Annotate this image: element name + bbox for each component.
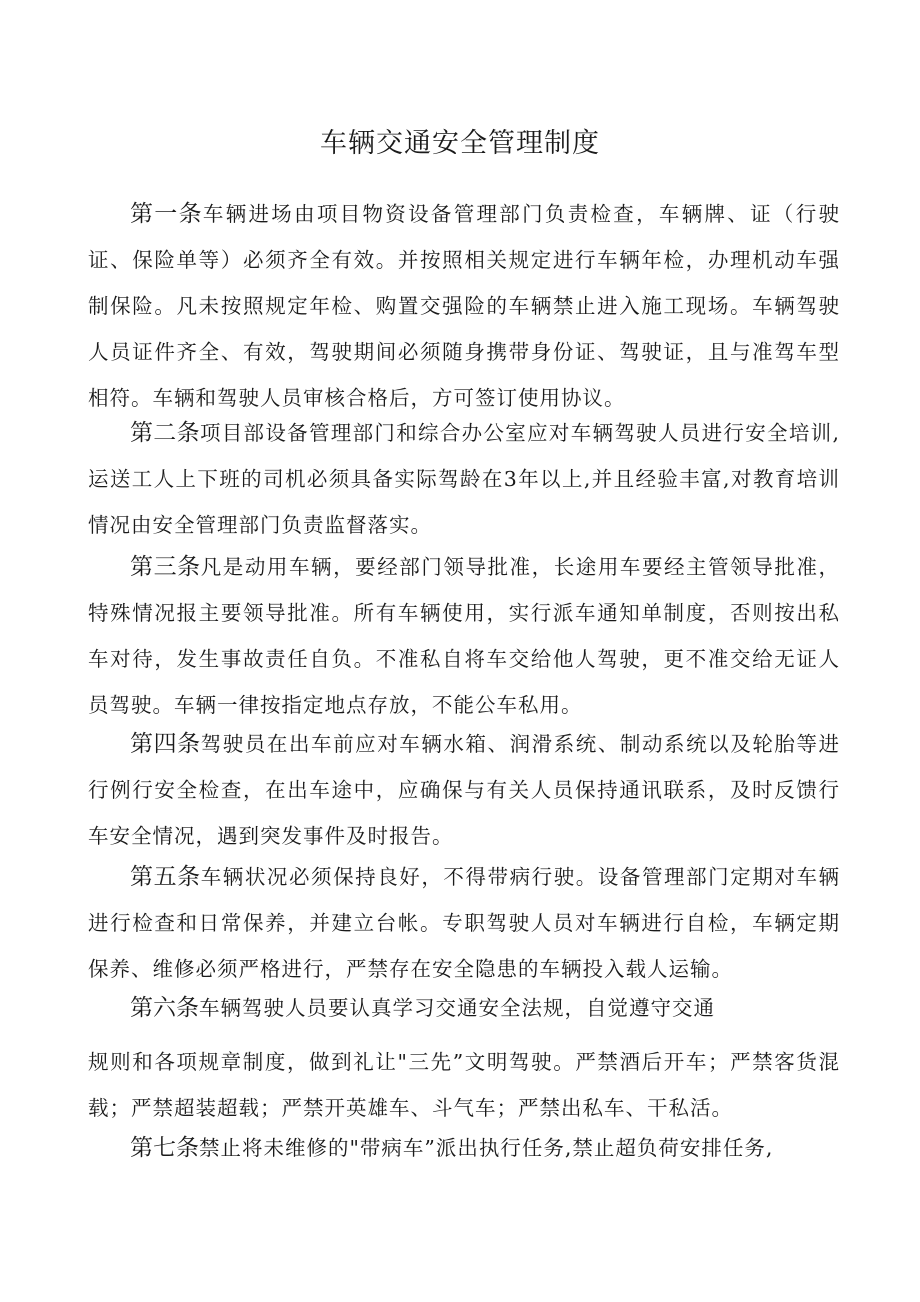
article-7: [88, 1125, 840, 1171]
article-5: [88, 854, 840, 992]
article-6-continuation: [88, 1039, 840, 1131]
article-4: [88, 721, 840, 859]
article-text: 车辆状况必须保持良好，不得带病行驶。设备管理部门定期对车辆进行检查和日常保养，并建立台帐。专职驾驶人员对车辆进行自检，车辆定期保养、维修必须严格进行，严禁存在安全隐患的车辆投入载人运输。: [88, 865, 841, 981]
article-text: 凡是动用车辆，要经部门领导批准，长途用车要经主管领导批准，特殊情况报主要领导批准。所有车辆使用，实行派车通知单制度，否则按出私车对待，发生事故责任自负。不准私自将车交给他人驾驶，更不准交给无证人员驾驶。车辆一律按指定地点存放，不能公车私用。: [88, 555, 841, 717]
document-title: 车辆交通安全管理制度: [320, 128, 600, 159]
article-6: [88, 985, 840, 1031]
article-3: [88, 544, 840, 728]
article-1: [88, 191, 840, 421]
article-heading: 第六条: [130, 995, 199, 1021]
article-text: 项目部设备管理部门和综合办公室应对车辆驾驶人员进行安全培训,运送工人上下班的司机必须具备实际驾龄在3年以上,并且经验丰富,对教育培训情况由安全管理部门负责监督落实。: [88, 421, 841, 537]
article-heading: 第四条: [130, 731, 201, 757]
article-text: 车辆进场由项目物资设备管理部门负责检查，车辆牌、证（行驶证、保险单等）必须齐全有效。并按照相关规定进行车辆年检，办理机动车强制保险。凡未按照规定年检、购置交强险的车辆禁止进入施工现场。车辆驾驶人员证件齐全、有效，驾驶期间必须随身携带身份证、驾驶证，且与准驾车型相符。车辆和驾驶人员审核合格后，方可签订使用协议。: [88, 202, 841, 410]
article-text: 禁止将未维修的"带病车”派出执行任务,禁止超负荷安排任务,: [199, 1136, 774, 1160]
article-heading: 第一条: [130, 201, 203, 227]
article-text: 车辆驾驶人员要认真学习交通安全法规，自觉遵守交通: [199, 996, 715, 1020]
article-heading: 第五条: [130, 864, 201, 890]
article-text: 驾驶员在出车前应对车辆水箱、润滑系统、制动系统以及轮胎等进行例行安全检查，在出车途中，应确保与有关人员保持通讯联系，及时反馈行车安全情况，遇到突发事件及时报告。: [88, 732, 841, 848]
article-heading: 第三条: [130, 554, 201, 580]
article-heading: 第七条: [130, 1135, 199, 1161]
article-2: [88, 410, 840, 548]
article-heading: 第二条: [130, 420, 200, 446]
article-text: 规则和各项规章制度，做到礼让"三先”文明驾驶。严禁酒后开车；严禁客货混载；严禁超装超载；严禁开英雄车、斗气车；严禁出私车、干私活。: [88, 1050, 840, 1120]
